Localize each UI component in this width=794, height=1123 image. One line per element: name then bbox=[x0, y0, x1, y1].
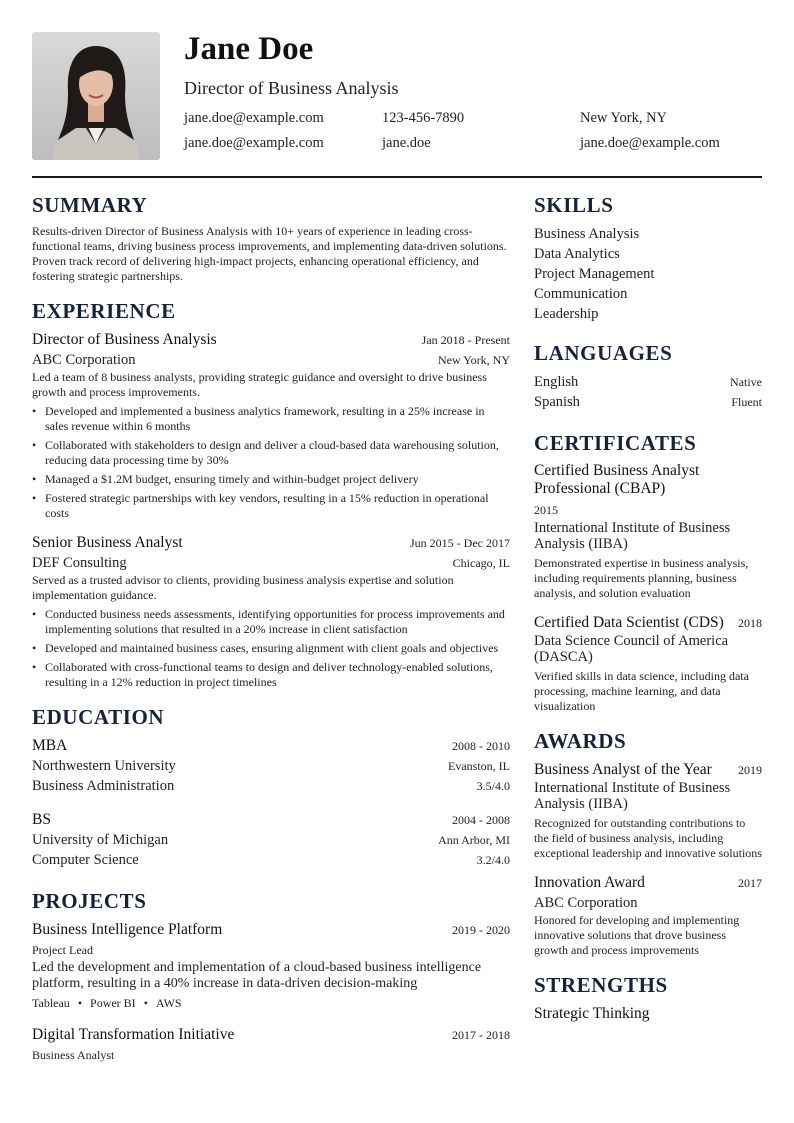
experience-location: Chicago, IL bbox=[452, 556, 510, 570]
bullet-item: • Developed and implemented a business analytics framework, resulting in a 25% increase in sales revenue within 6 months bbox=[32, 404, 510, 434]
project-name: Digital Transformation Initiative bbox=[32, 1026, 235, 1043]
languages-heading: LANGUAGES bbox=[534, 341, 673, 365]
project-tag: Power BI bbox=[90, 996, 136, 1010]
strengths-section bbox=[534, 972, 762, 1024]
skill-item: Data Analytics bbox=[534, 246, 620, 262]
award-year: 2019 bbox=[738, 763, 762, 777]
experience-item bbox=[32, 533, 510, 690]
skills-section bbox=[534, 192, 762, 324]
language-name: English bbox=[534, 374, 579, 390]
skill-item: Leadership bbox=[534, 306, 599, 322]
certificate-description: Demonstrated expertise in business analysis, including requirements planning, business analysis, and solution evaluation bbox=[534, 556, 749, 600]
language-level: Native bbox=[730, 375, 762, 389]
bullet-item: • Conducted business needs assessments, identifying opportunities for process improvements and implementing solutions that resulted in a 20% increase in client satisfaction bbox=[32, 607, 510, 637]
experience-dates: Jun 2015 - Dec 2017 bbox=[410, 536, 510, 550]
experience-company: DEF Consulting bbox=[32, 555, 127, 571]
award-name: Innovation Award bbox=[534, 874, 645, 891]
certificate-year: 2018 bbox=[738, 616, 762, 630]
experience-dates: Jan 2018 - Present bbox=[421, 333, 510, 347]
project-description: Led the development and implementation of a cloud-based business intelligence platform, resulting in a 40% increase in data-driven decision-making bbox=[32, 960, 482, 991]
bullet-item: • Collaborated with stakeholders to design and deliver a cloud-based data warehousing solution, reducing data processing time by 30% bbox=[32, 438, 510, 468]
certificate-name: Certified Data Scientist (CDS) bbox=[534, 614, 724, 631]
education-section bbox=[32, 704, 510, 870]
certificate-item bbox=[534, 462, 762, 601]
contact-phone[interactable]: 123-456-7890 bbox=[382, 110, 465, 126]
candidate-title: Director of Business Analysis bbox=[184, 78, 399, 98]
experience-bullets bbox=[32, 607, 510, 690]
education-field: Business Administration bbox=[32, 778, 175, 794]
award-issuer: International Institute of Business Analysis (IIBA) bbox=[534, 780, 731, 812]
education-item bbox=[32, 736, 510, 796]
education-gpa: 3.2/4.0 bbox=[476, 853, 510, 867]
education-heading: EDUCATION bbox=[32, 705, 165, 729]
candidate-name: Jane Doe bbox=[184, 31, 314, 67]
profile-photo bbox=[32, 32, 160, 160]
experience-description: Served as a trusted advisor to clients, providing business analysis expertise and solution implementation guidance. bbox=[32, 573, 454, 602]
bullet-item: • Managed a $1.2M budget, ensuring timely and within-budget project delivery bbox=[32, 472, 510, 487]
education-location: Evanston, IL bbox=[448, 759, 510, 773]
project-tags bbox=[32, 995, 510, 1011]
bullet-item: • Collaborated with cross-functional teams to design and deliver technology-enabled solutions, resulting in a 12% reduction in project timelines bbox=[32, 660, 510, 690]
strengths-heading: STRENGTHS bbox=[534, 973, 668, 997]
education-location: Ann Arbor, MI bbox=[438, 833, 510, 847]
certificate-issuer: Data Science Council of America (DASCA) bbox=[534, 633, 729, 665]
award-name: Business Analyst of the Year bbox=[534, 761, 712, 778]
strength-item: Strategic Thinking bbox=[534, 1005, 650, 1022]
awards-heading: AWARDS bbox=[534, 729, 627, 753]
projects-heading: PROJECTS bbox=[32, 889, 147, 913]
education-field: Computer Science bbox=[32, 852, 139, 868]
education-dates: 2004 - 2008 bbox=[452, 813, 510, 827]
project-name: Business Intelligence Platform bbox=[32, 921, 223, 938]
skill-item: Business Analysis bbox=[534, 226, 640, 242]
contact-email[interactable]: jane.doe@example.com bbox=[184, 110, 324, 126]
experience-company: ABC Corporation bbox=[32, 352, 136, 368]
language-level: Fluent bbox=[731, 395, 762, 409]
project-tag: Tableau bbox=[32, 996, 70, 1010]
education-degree: MBA bbox=[32, 737, 68, 754]
bullet-item: • Developed and maintained business cases, ensuring alignment with client goals and objectives bbox=[32, 641, 510, 656]
experience-location: New York, NY bbox=[437, 353, 510, 367]
summary-text: Results-driven Director of Business Analysis with 10+ years of experience in leading cross-functional teams, driving business process improvements, and implementing data-driven solutions. Proven track record of delivering high-impact projects, enhancing operational efficiency, and fostering strategic partnerships. bbox=[32, 224, 507, 283]
award-description: Recognized for outstanding contributions to the field of business analysis, including exceptional leadership and innovative solutions bbox=[534, 816, 762, 860]
award-item bbox=[534, 873, 762, 958]
project-dates: 2019 - 2020 bbox=[452, 923, 510, 937]
award-year: 2017 bbox=[738, 876, 762, 890]
experience-role: Director of Business Analysis bbox=[32, 331, 217, 348]
project-item bbox=[32, 920, 510, 1011]
certificate-item bbox=[534, 613, 762, 714]
certificate-issuer: International Institute of Business Analysis (IIBA) bbox=[534, 520, 731, 552]
project-role: Business Analyst bbox=[32, 1048, 115, 1062]
awards-section bbox=[534, 728, 762, 958]
experience-heading: EXPERIENCE bbox=[32, 299, 176, 323]
contact-email-tertiary[interactable]: jane.doe@example.com bbox=[580, 135, 720, 151]
skill-item: Project Management bbox=[534, 266, 655, 282]
certificates-section bbox=[534, 430, 762, 714]
summary-heading: SUMMARY bbox=[32, 193, 148, 217]
profile-photo-image bbox=[32, 32, 160, 160]
award-item bbox=[534, 760, 762, 861]
project-item bbox=[32, 1025, 510, 1065]
education-degree: BS bbox=[32, 811, 51, 828]
tag-separator: • bbox=[143, 996, 148, 1010]
education-gpa: 3.5/4.0 bbox=[476, 779, 510, 793]
header-divider bbox=[32, 176, 762, 178]
project-role: Project Lead bbox=[32, 943, 93, 957]
education-dates: 2008 - 2010 bbox=[452, 739, 510, 753]
experience-bullets bbox=[32, 404, 510, 521]
left-column bbox=[32, 192, 510, 1065]
certificate-year: 2015 bbox=[534, 503, 558, 517]
certificate-description: Verified skills in data science, including data processing, machine learning, and data visualization bbox=[534, 669, 749, 713]
award-description: Honored for developing and implementing innovative solutions that drove business growth and process improvements bbox=[534, 913, 740, 957]
tag-separator: • bbox=[77, 996, 83, 1010]
contact-email-secondary[interactable]: jane.doe@example.com bbox=[184, 135, 324, 151]
experience-role: Senior Business Analyst bbox=[32, 534, 183, 551]
certificate-name: Certified Business Analyst Professional (CBAP) bbox=[534, 462, 700, 497]
skills-heading: SKILLS bbox=[534, 193, 614, 217]
projects-section bbox=[32, 888, 510, 1065]
bullet-item: • Fostered strategic partnerships with key vendors, resulting in a 15% reduction in operational costs bbox=[32, 491, 510, 521]
award-issuer: ABC Corporation bbox=[534, 895, 638, 911]
language-name: Spanish bbox=[534, 394, 580, 410]
education-school: University of Michigan bbox=[32, 832, 169, 848]
right-column bbox=[534, 192, 762, 1024]
education-school: Northwestern University bbox=[32, 758, 176, 774]
experience-item bbox=[32, 330, 510, 521]
certificates-heading: CERTIFICATES bbox=[534, 431, 697, 455]
contact-location: New York, NY bbox=[580, 110, 668, 126]
experience-section bbox=[32, 298, 510, 690]
project-dates: 2017 - 2018 bbox=[452, 1028, 510, 1042]
education-item bbox=[32, 810, 510, 870]
languages-section bbox=[534, 340, 762, 412]
experience-description: Led a team of 8 business analysts, providing strategic guidance and oversight to drive business growth and process improvements. bbox=[32, 370, 487, 399]
project-tag: AWS bbox=[155, 996, 182, 1010]
summary-section bbox=[32, 192, 510, 284]
contact-handle[interactable]: jane.doe bbox=[382, 135, 431, 151]
skill-item: Communication bbox=[534, 286, 628, 302]
